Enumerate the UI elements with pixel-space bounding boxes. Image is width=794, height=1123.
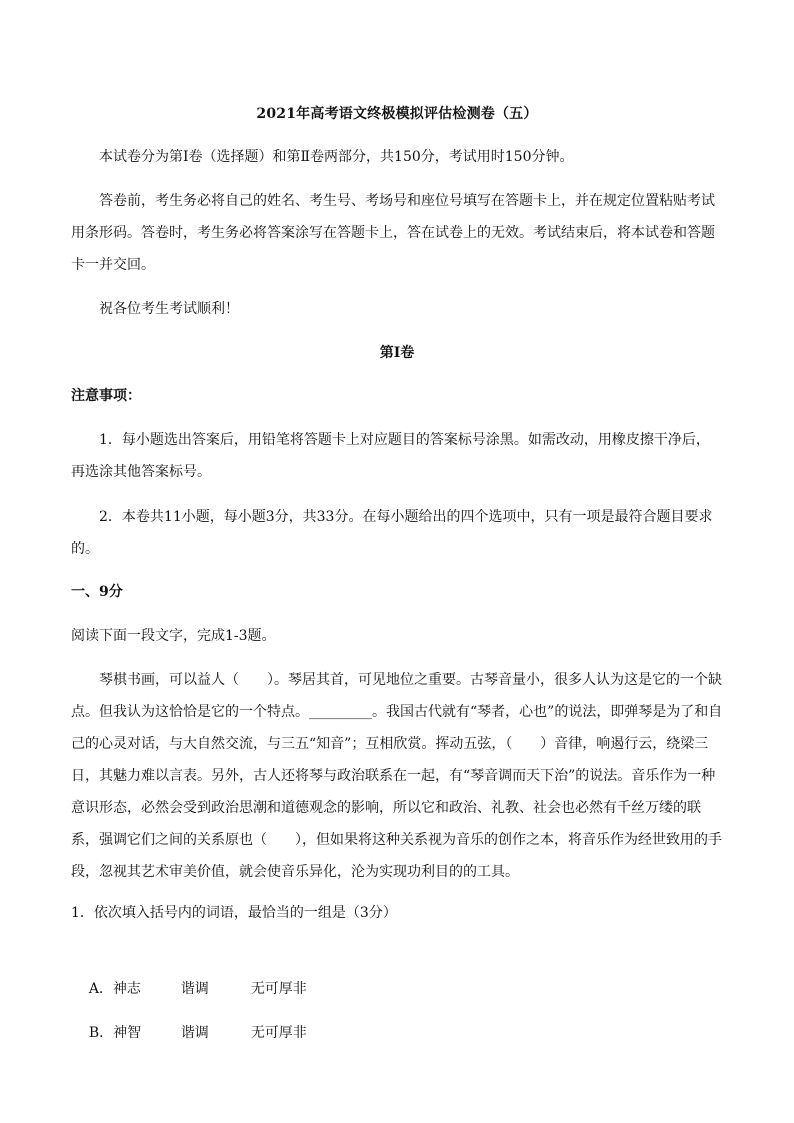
option-b-label: B．神智 (88, 1025, 142, 1041)
document-title: 2021年高考语文终极模拟评估检测卷（五） (256, 106, 538, 122)
option-a-label: A．神志 (88, 981, 141, 997)
intro-paragraph-2: 答卷前，考生务必将自己的姓名、考生号、考场号和座位号填写在答题卡上，并在规定位置粘贴考试用条形码。答卷时，考生务必将答案涂写在答题卡上，答在试卷上的无效。考试结束后，将本试卷和答题卡一并交回。 (71, 193, 715, 273)
option-a-word-2: 谐调 (180, 981, 209, 997)
part-heading: 一、9分 (71, 584, 123, 600)
notice-item-1: 1．每小题选出答案后，用铅笔将答题卡上对应题目的答案标号涂黑。如需改动，用橡皮擦干净后，再选涂其他答案标号。 (71, 432, 710, 480)
notice-item-2: 2．本卷共11小题，每小题3分，共33分。在每小题给出的四个选项中，只有一项是最符合题目要求的。 (71, 509, 713, 557)
question-1: 1．依次填入括号内的词语，最恰当的一组是（3分） (71, 905, 397, 921)
option-a-word-3: 无可厚非 (250, 981, 307, 997)
reading-instruction: 阅读下面一段文字，完成1-3题。 (71, 628, 276, 644)
option-b-word-3: 无可厚非 (250, 1025, 307, 1041)
reading-passage: 琴棋书画，可以益人（ ）。琴居其首，可见地位之重要。古琴音量小，很多人认为这是它的一个缺点。但我认为这恰恰是它的一个特点。_________。我国古代就有“琴者，心也”的说法，即弹琴是为了和自己的心灵对话，与大自然交流，与三五“知音”；互相欣赏。挥动五弦，（ ）音律，响遏行云，绕梁三日，其魅力难以言表。另外，古人还将琴与政治联系在一起，有“琴音调而天下治”的说法。音乐作为一种意识形态，必然会受到政治思潮和道德观念的影响，所以它和政治、礼教、社会也必然有千丝万缕的联系，强调它们之间的关系原也（ ），但如果将这种关系视为音乐的创作之本，将音乐作为经世致用的手段，忽视其艺术审美价值，就会使音乐异化，沦为实现功利目的的工具。 (71, 672, 723, 880)
notice-heading: 注意事项： (71, 388, 141, 404)
section-title: 第Ⅰ卷 (379, 345, 415, 361)
option-b (71, 985, 307, 1081)
intro-paragraph-1: 本试卷分为第Ⅰ卷（选择题）和第Ⅱ卷两部分，共150分，考试用时150分钟。 (99, 149, 574, 165)
option-b-word-2: 谐调 (180, 1025, 209, 1041)
wish-text: 祝各位考生考试顺利！ (99, 301, 239, 317)
